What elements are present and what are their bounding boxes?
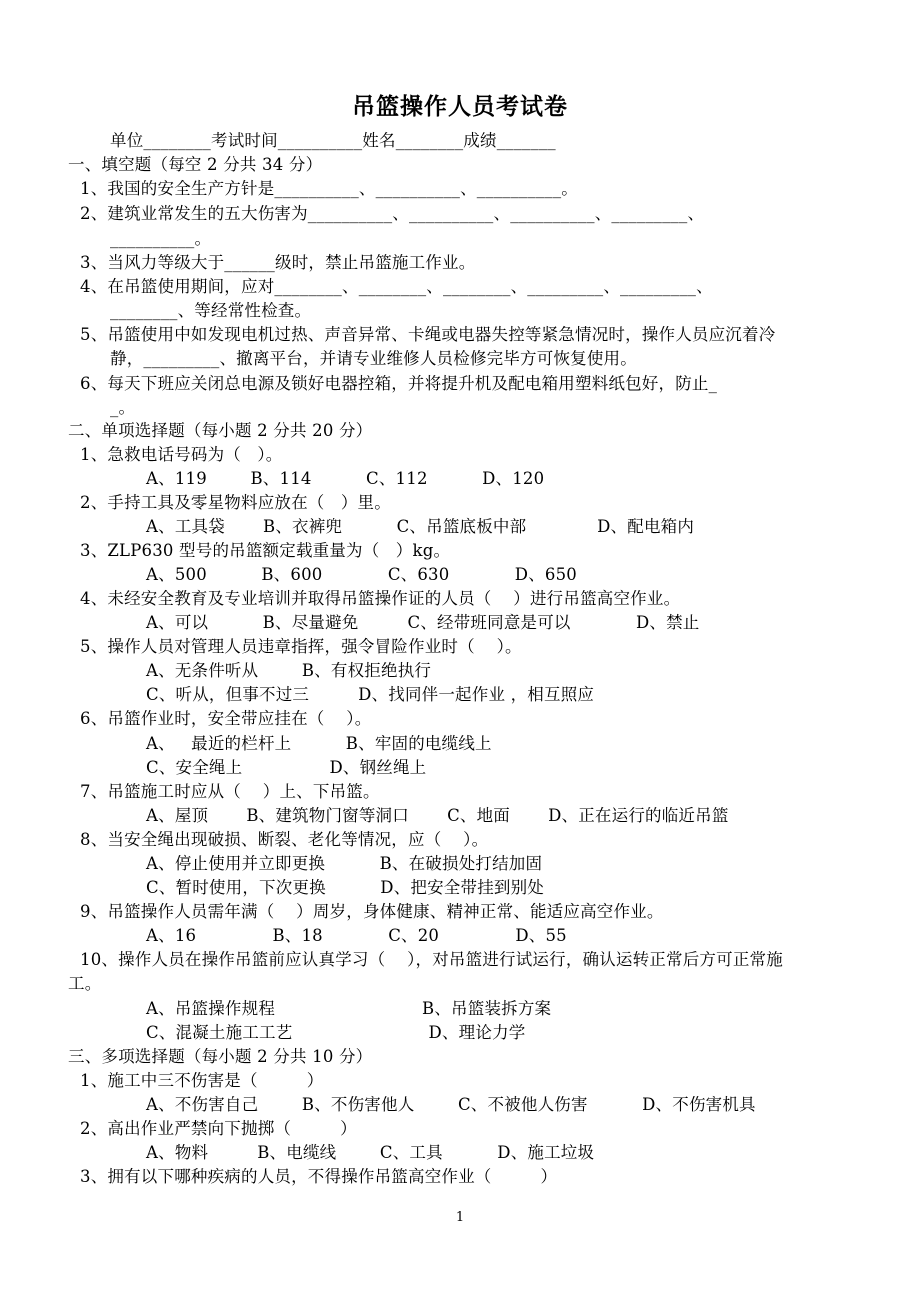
question-text: 8、当安全绳出现破损、断裂、老化等情况，应（ ）。	[80, 830, 489, 849]
answer-options: A、屋顶 B、建筑物门窗等洞口 C、地面 D、正在运行的临近吊篮	[146, 806, 729, 825]
answer-options: A、停止使用并立即更换 B、在破损处打结加固	[146, 854, 543, 873]
question-text: 工。	[68, 974, 102, 993]
section-heading: 三、多项选择题（每小题 2 分共 10 分）	[68, 1047, 373, 1066]
question-text: 6、每天下班应关闭总电源及锁好电器控箱，并将提升机及配电箱用塑料纸包好，防止_	[80, 374, 718, 393]
answer-options: A、工具袋 B、衣裤兜 C、吊篮底板中部 D、配电箱内	[146, 517, 695, 536]
question-text: 2、建筑业常发生的五大伤害为__________、__________、__________、_________、	[80, 204, 705, 223]
answer-options: C、暂时使用，下次更换 D、把安全带挂到别处	[146, 878, 545, 897]
answer-options: C、混凝土施工工艺 D、理论力学	[146, 1023, 526, 1042]
page-number: 1	[455, 1210, 465, 1225]
question-text: __________。	[110, 229, 212, 248]
question-text: ________、等经常性检查。	[110, 301, 312, 320]
answer-options: A、16 B、18 C、20 D、55	[146, 926, 567, 945]
question-text: 2、高出作业严禁向下抛掷（ ）	[80, 1119, 357, 1138]
question-text: 2、手持工具及零星物料应放在（ ）里。	[80, 493, 391, 512]
header-info-line: 单位________考试时间__________姓名________成绩_______	[110, 131, 556, 150]
question-text: 3、ZLP630 型号的吊篮额定载重量为（ ）kg。	[80, 541, 451, 560]
question-text: _。	[110, 398, 136, 417]
question-text: 3、当风力等级大于______级时，禁止吊篮施工作业。	[80, 253, 476, 272]
section-heading: 二、单项选择题（每小题 2 分共 20 分）	[68, 421, 373, 440]
question-text: 1、急救电话号码为（ ）。	[80, 445, 283, 464]
question-text: 9、吊篮操作人员需年满（ ）周岁，身体健康、精神正常、能适应高空作业。	[80, 902, 664, 921]
answer-options: A、物料 B、电缆线 C、工具 D、施工垃圾	[146, 1143, 595, 1162]
section-heading: 一、填空题（每空 2 分共 34 分）	[68, 155, 323, 174]
question-text: 4、未经安全教育及专业培训并取得吊篮操作证的人员（ ）进行吊篮高空作业。	[80, 589, 681, 608]
answer-options: A、可以 B、尽量避免 C、经带班同意是可以 D、禁止	[146, 613, 700, 632]
answer-options: A、500 B、600 C、630 D、650	[146, 565, 577, 584]
question-text: 4、在吊篮使用期间，应对________、________、________、_________、_________、	[80, 277, 713, 296]
question-text: 1、我国的安全生产方针是__________、__________、__________。	[80, 179, 578, 198]
answer-options: C、听从，但事不过三 D、找同伴一起作业 ，相互照应	[146, 685, 595, 704]
question-text: 3、拥有以下哪种疾病的人员，不得操作吊篮高空作业（ ）	[80, 1167, 558, 1186]
answer-options: A、119 B、114 C、112 D、120	[146, 469, 545, 488]
page-title: 吊篮操作人员考试卷	[352, 94, 568, 120]
question-text: 5、操作人员对管理人员违章指挥，强令冒险作业时（ ）。	[80, 637, 522, 656]
question-text: 静，_________、撤离平台，并请专业维修人员检修完毕方可恢复使用。	[110, 349, 637, 368]
answer-options: A、不伤害自己 B、不伤害他人 C、不被他人伤害 D、不伤害机具	[146, 1095, 756, 1114]
question-text: 7、吊篮施工时应从（ ）上、下吊篮。	[80, 782, 380, 801]
answer-options: A、无条件听从 B、有权拒绝执行	[146, 661, 432, 680]
answer-options: A、吊篮操作规程 B、吊篮装拆方案	[146, 999, 552, 1018]
answer-options: C、安全绳上 D、钢丝绳上	[146, 758, 427, 777]
question-text: 10、操作人员在操作吊篮前应认真学习（ ），对吊篮进行试运行，确认运转正常后方可正常施	[80, 950, 783, 969]
answer-options: A、 最近的栏杆上 B、牢固的电缆线上	[146, 734, 492, 753]
question-text: 1、施工中三不伤害是（ ）	[80, 1071, 324, 1090]
question-text: 6、吊篮作业时，安全带应挂在（ ）。	[80, 709, 372, 728]
question-text: 5、吊篮使用中如发现电机过热、声音异常、卡绳或电器失控等紧急情况时，操作人员应沉着冷	[80, 325, 776, 344]
